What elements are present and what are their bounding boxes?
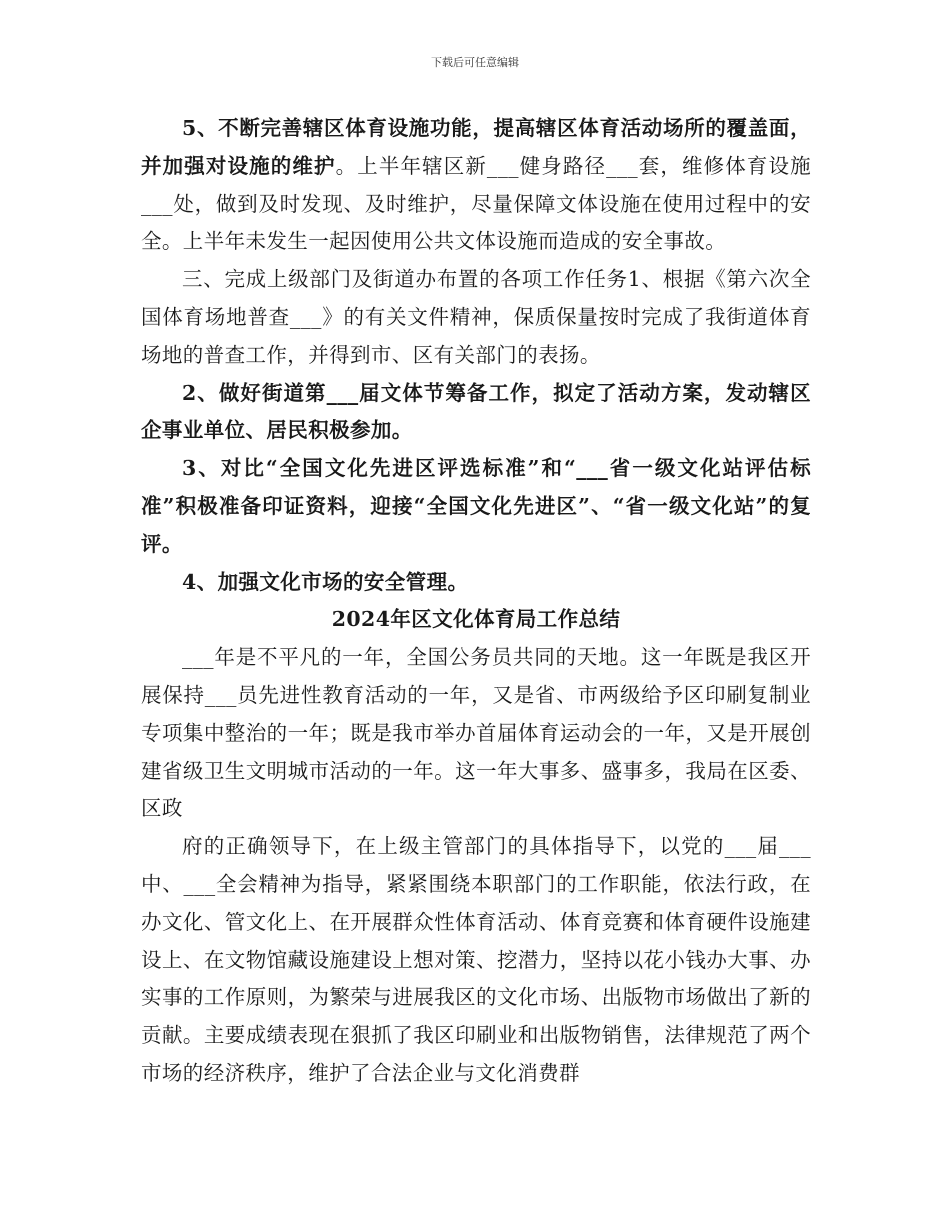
paragraph-item-5 [141, 110, 811, 261]
page-header-note: 下载后可任意编辑 [431, 56, 519, 69]
summary-paragraph-2: 府的正确领导下，在上级主管部门的具体指导下，以党的___届___中、___全会精神为指导，紧紧围绕本职部门的工作职能，依法行政，在办文化、管文化上、在开展群众性体育活动、体育竞赛和体育硬件设施建设上、在文物馆藏设施建设上想对策、挖潜力，坚持以花小钱办大事、办实事的工作原则，为繁荣与进展我区的文化市场、出版物市场做出了新的贡献。主要成绩表现在狠抓了我区印刷业和出版物销售，法律规范了两个市场的经济秩序，维护了合法企业与文化消费群 [141, 834, 811, 1085]
document-body [141, 110, 811, 1093]
paragraph-item-5-heading: 5、不断完善辖区体育设施功能，提高辖区体育活动场所的覆盖面，并加强对设施的维护 [141, 116, 811, 178]
paragraph-section-three: 三、完成上级部门及街道办布置的各项工作任务1、根据《第六次全国体育场地普查___》的有关文件精神，保质保量按时完成了我街道体育场地的普查工作，并得到市、区有关部门的表扬。 [141, 267, 811, 367]
paragraph-item-5-body: 。上半年辖区新___健身路径___套，维修体育设施___处，做到及时发现、及时维护，尽量保障文体设施在使用过程中的安全。上半年未发生一起因使用公共文体设施而造成的安全事故。 [141, 153, 811, 254]
paragraph-item-2: 2、做好街道第___届文体节筹备工作，拟定了活动方案，发动辖区企事业单位、居民积极参加。 [141, 380, 811, 443]
document-title: 2024年区文化体育局工作总结 [331, 607, 621, 632]
paragraph-item-3: 3、对比“全国文化先进区评选标准”和“___省一级文化站评估标准”积极准备印证资料，迎接“全国文化先进区”、“省一级文化站”的复评。 [141, 456, 811, 556]
summary-paragraph-1: ___年是不平凡的一年，全国公务员共同的天地。这一年既是我区开展保持___员先进性教育活动的一年，又是省、市两级给予区印刷复制业专项集中整治的一年；既是我市举办首届体育运动会的一年，又是开展创建省级卫生文明城市活动的一年。这一年大事多、盛事多，我局在区委、区政 [141, 645, 811, 821]
paragraph-item-4: 4、加强文化市场的安全管理。 [182, 569, 469, 594]
